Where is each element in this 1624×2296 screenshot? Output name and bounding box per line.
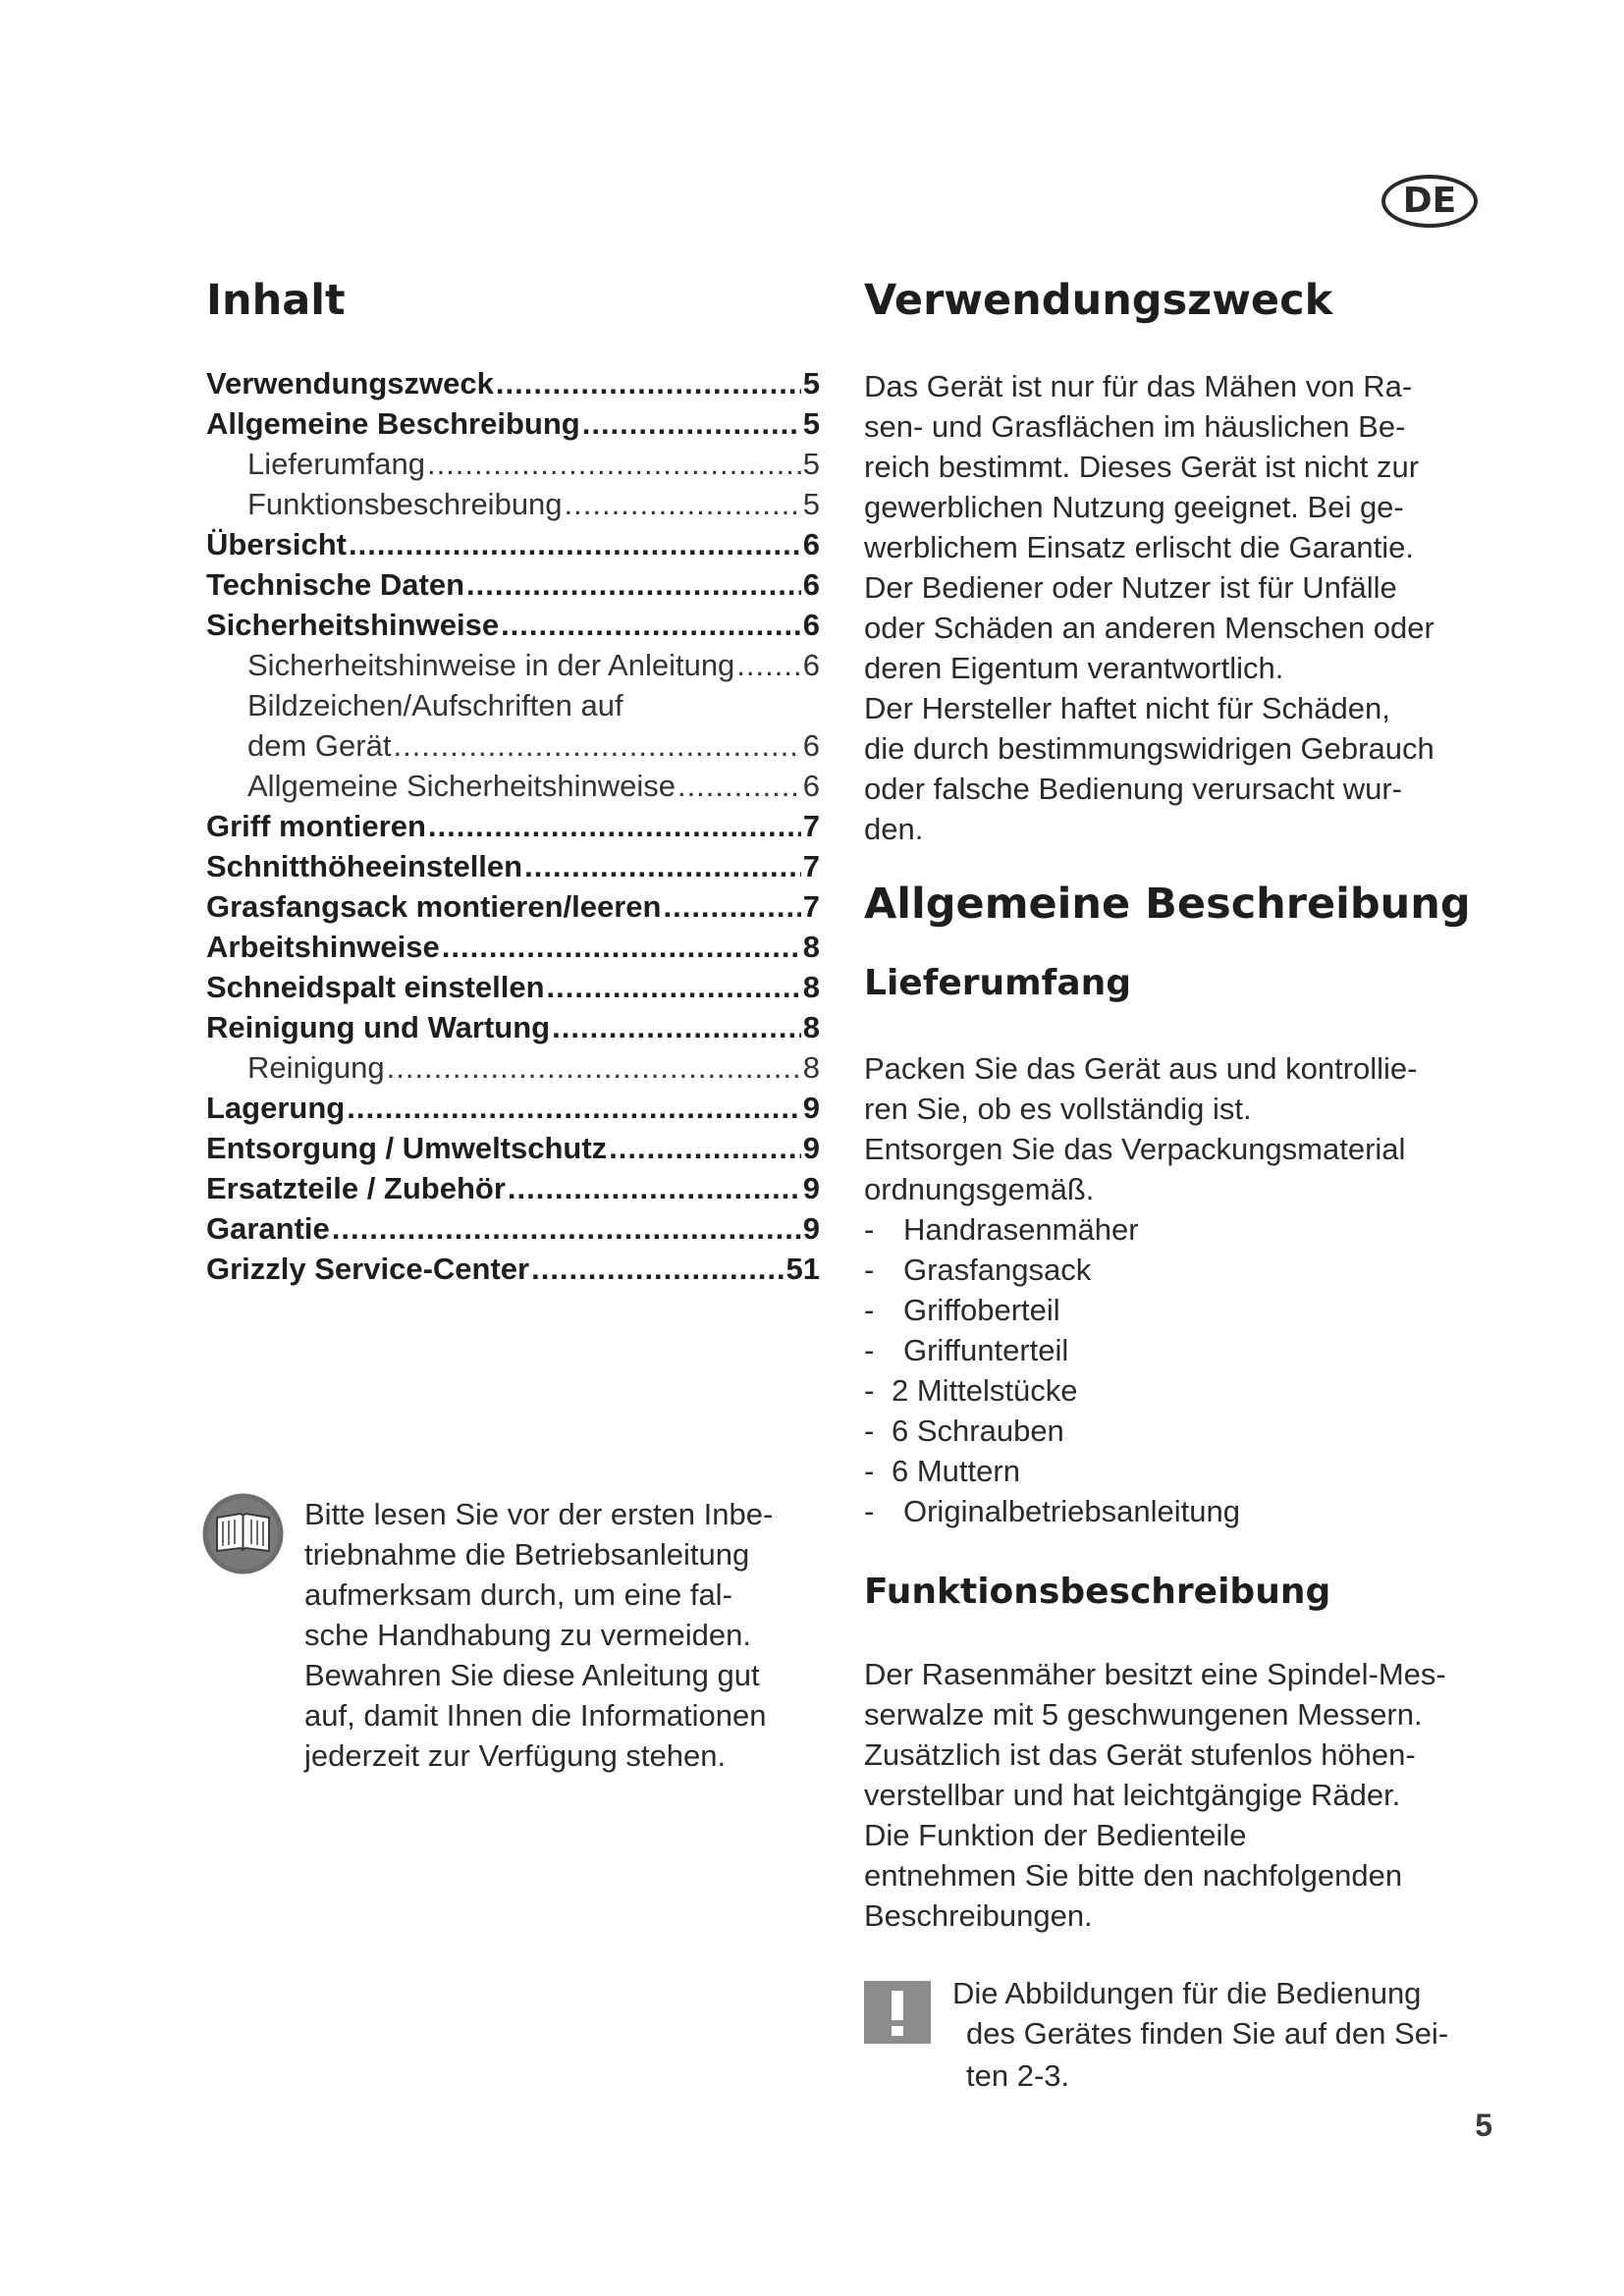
toc-entry-page: 6	[802, 567, 820, 602]
purpose-line: Der Hersteller haftet nicht für Schäden,	[864, 691, 1390, 725]
toc-entry-page: 5	[802, 447, 820, 481]
toc-leader-dots	[387, 1047, 801, 1088]
toc-leader-dots	[508, 1168, 801, 1208]
toc-entry-title: Schnitthöheeinstellen	[206, 849, 523, 883]
list-item: - Griffunterteil	[864, 1330, 1492, 1370]
function-line: serwalze mit 5 geschwungenen Messern.	[864, 1697, 1423, 1732]
toc-leader-dots	[442, 927, 801, 967]
toc-entry	[206, 1168, 820, 1208]
list-item-label: Handrasenmäher	[903, 1212, 1139, 1247]
toc-entry-title: dem Gerät	[247, 728, 392, 763]
delivery-text	[864, 1048, 1492, 1531]
toc-entry-page: 8	[802, 1050, 820, 1085]
function-line: entnehmen Sie bitte den nachfolgenden	[864, 1858, 1403, 1893]
list-item: - Grasfangsack	[864, 1250, 1492, 1290]
info-note-line: Bewahren Sie diese Anleitung gut	[304, 1658, 760, 1692]
toc-entry-title: Übersicht	[206, 527, 347, 561]
function-text	[864, 1654, 1492, 1936]
page-number: 5	[1475, 2108, 1492, 2143]
toc-entry-title: Garantie	[206, 1211, 330, 1246]
toc-leader-dots	[565, 484, 801, 524]
toc-entry	[206, 806, 820, 846]
toc-leader-dots	[677, 766, 801, 806]
toc-entry	[206, 886, 820, 927]
toc-entry	[206, 1208, 820, 1249]
toc-leader-dots	[347, 1088, 801, 1128]
toc-leader-dots	[501, 605, 801, 645]
info-note-line: Bitte lesen Sie vor der ersten Inbe-	[304, 1497, 774, 1531]
function-title: Funktionsbeschreibung	[864, 1572, 1331, 1612]
toc-entry	[206, 484, 820, 524]
delivery-line: ren Sie, ob es vollständig ist.	[864, 1092, 1252, 1126]
purpose-line: oder falsche Bedienung verursacht wur-	[864, 772, 1402, 806]
function-line: Beschreibungen.	[864, 1898, 1093, 1933]
toc-entry	[206, 1128, 820, 1168]
toc-entry-page: 5	[802, 487, 820, 521]
list-item: - 2 Mittelstücke	[864, 1370, 1492, 1411]
toc-leader-dots	[332, 1208, 801, 1249]
toc-entry-title: Lieferumfang	[247, 447, 425, 481]
function-line: Der Rasenmäher besitzt eine Spindel-Mes-	[864, 1657, 1446, 1691]
toc-entry-title: Arbeitshinweise	[206, 930, 440, 964]
toc-entry-page: 8	[802, 1010, 820, 1044]
purpose-line: die durch bestimmungswidrigen Gebrauch	[864, 731, 1435, 766]
warning-line: Die Abbildungen für die Bedienung	[952, 1976, 1422, 2010]
toc-leader-dots	[496, 363, 801, 403]
toc-entry	[206, 605, 820, 645]
toc-title: Inhalt	[206, 276, 346, 325]
toc-leader-dots	[466, 564, 801, 605]
list-item-label: Griffunterteil	[903, 1333, 1069, 1367]
toc-entry-title: Sicherheitshinweise in der Anleitung	[247, 648, 735, 682]
toc-entry	[206, 1047, 820, 1088]
toc-entry-title: Reinigung	[247, 1050, 385, 1085]
toc-entry	[206, 1007, 820, 1047]
list-item: - Griffoberteil	[864, 1290, 1492, 1330]
delivery-line: ordnungsgemäß.	[864, 1172, 1095, 1206]
toc-entry	[206, 766, 820, 806]
purpose-line: gewerblichen Nutzung geeignet. Bei ge-	[864, 490, 1404, 524]
toc-entry	[206, 846, 820, 886]
toc-leader-dots	[393, 725, 800, 766]
toc-entry	[206, 645, 820, 685]
toc-entry-title: Technische Daten	[206, 567, 465, 602]
delivery-line: Entsorgen Sie das Verpackungsmaterial	[864, 1132, 1406, 1166]
toc-entry-title: Allgemeine Beschreibung	[206, 406, 580, 441]
toc-leader-dots	[531, 1249, 784, 1289]
list-item: - 6 Muttern	[864, 1451, 1492, 1491]
list-item-label: Grasfangsack	[903, 1253, 1092, 1287]
toc-entry-page: 6	[802, 648, 820, 682]
toc-entry-title: Ersatzteile / Zubehör	[206, 1171, 506, 1205]
list-item: - 6 Schrauben	[864, 1411, 1492, 1451]
toc-entry-page: 6	[802, 608, 820, 642]
purpose-line: sen- und Grasflächen im häuslichen Be-	[864, 409, 1406, 444]
toc-entry-title: Entsorgung / Umweltschutz	[206, 1131, 608, 1165]
toc-entry-title: Allgemeine Sicherheitshinweise	[247, 769, 676, 803]
toc-entry	[206, 725, 820, 766]
toc-entry	[206, 967, 820, 1007]
toc-entry-page: 7	[802, 809, 820, 843]
toc-entry-page: 7	[802, 849, 820, 883]
toc-entry-title: Grizzly Service-Center	[206, 1252, 530, 1286]
purpose-line: oder Schäden an anderen Menschen oder	[864, 611, 1435, 645]
toc-entry	[206, 685, 820, 725]
toc-entry-title: Bildzeichen/Aufschriften auf	[247, 688, 623, 722]
toc-leader-dots	[349, 524, 801, 564]
toc-entry	[206, 363, 820, 403]
delivery-list	[864, 1209, 1492, 1531]
toc-entry-title: Verwendungszweck	[206, 366, 494, 400]
list-item-label: Originalbetriebsanleitung	[903, 1494, 1240, 1528]
function-line: verstellbar und hat leichtgängige Räder.	[864, 1778, 1401, 1812]
warning-line: ten 2-3.	[966, 2058, 1070, 2093]
toc-entry	[206, 927, 820, 967]
toc-entry-page: 6	[802, 769, 820, 803]
toc-entry-title: Grasfangsack montieren/leeren	[206, 889, 662, 924]
toc-entry	[206, 1249, 820, 1289]
toc-entry-title: Funktionsbeschreibung	[247, 487, 563, 521]
toc-leader-dots	[552, 1007, 801, 1047]
purpose-line: werblichem Einsatz erlischt die Garantie.	[864, 530, 1414, 564]
toc-entry-title: Reinigung und Wartung	[206, 1010, 551, 1044]
warning-line: des Gerätes finden Sie auf den Sei-	[966, 2016, 1449, 2051]
book-icon	[201, 1492, 285, 1575]
function-line: Die Funktion der Bedienteile	[864, 1818, 1247, 1852]
toc-entry-page: 5	[802, 366, 820, 400]
general-description-title: Allgemeine Beschreibung	[864, 880, 1471, 929]
purpose-line: reich bestimmt. Dieses Gerät ist nicht zur	[864, 450, 1420, 484]
toc-entry-page: 5	[802, 406, 820, 441]
toc-entry-page: 9	[802, 1211, 820, 1246]
info-note-line: jederzeit zur Verfügung stehen.	[304, 1738, 727, 1773]
toc-entry	[206, 564, 820, 605]
toc-leader-dots	[609, 1128, 801, 1168]
toc-entry	[206, 444, 820, 484]
toc-entry	[206, 403, 820, 444]
list-item: - Originalbetriebsanleitung	[864, 1491, 1492, 1531]
toc-entry-page: 9	[802, 1131, 820, 1165]
list-item-label: 6 Schrauben	[892, 1414, 1064, 1448]
delivery-line: Packen Sie das Gerät aus und kontrollie-	[864, 1051, 1418, 1086]
toc-entry-title: Griff montieren	[206, 809, 426, 843]
warning-note	[952, 1973, 1502, 2096]
list-item-label: 6 Muttern	[892, 1454, 1020, 1488]
toc-leader-dots	[427, 444, 801, 484]
info-note-line: auf, damit Ihnen die Informationen	[304, 1698, 767, 1733]
table-of-contents	[206, 363, 820, 1289]
toc-leader-dots	[582, 403, 801, 444]
toc-leader-dots	[524, 846, 801, 886]
toc-entry-page: 8	[802, 930, 820, 964]
list-item-label: Griffoberteil	[903, 1293, 1060, 1327]
purpose-line: Der Bediener oder Nutzer ist für Unfälle	[864, 570, 1397, 605]
toc-entry-title: Schneidspalt einstellen	[206, 970, 545, 1004]
toc-leader-dots	[547, 967, 801, 1007]
toc-entry-page: 9	[802, 1091, 820, 1125]
toc-leader-dots	[428, 806, 801, 846]
purpose-text	[864, 366, 1492, 849]
info-note-line: sche Handhabung zu vermeiden.	[304, 1618, 751, 1652]
toc-entry-page: 51	[785, 1252, 820, 1286]
purpose-line: Das Gerät ist nur für das Mähen von Ra-	[864, 369, 1413, 403]
language-badge: DE	[1381, 175, 1478, 228]
toc-entry-page: 6	[802, 728, 820, 763]
purpose-line: den.	[864, 812, 924, 846]
info-note-line: aufmerksam durch, um eine fal-	[304, 1577, 732, 1612]
toc-leader-dots	[736, 645, 800, 685]
info-note-line: triebnahme die Betriebsanleitung	[304, 1537, 750, 1572]
delivery-title: Lieferumfang	[864, 963, 1132, 1003]
list-item: - Handrasenmäher	[864, 1209, 1492, 1250]
toc-entry-page: 7	[802, 889, 820, 924]
toc-entry	[206, 524, 820, 564]
toc-entry-page: 8	[802, 970, 820, 1004]
purpose-title: Verwendungszweck	[864, 276, 1333, 325]
list-item-label: 2 Mittelstücke	[892, 1373, 1078, 1408]
info-note	[304, 1494, 815, 1776]
toc-leader-dots	[663, 886, 800, 927]
function-line: Zusätzlich ist das Gerät stufenlos höhen-	[864, 1737, 1416, 1772]
toc-entry	[206, 1088, 820, 1128]
toc-entry-title: Sicherheitshinweise	[206, 608, 500, 642]
toc-entry-page: 6	[802, 527, 820, 561]
toc-entry-title: Lagerung	[206, 1091, 346, 1125]
purpose-line: deren Eigentum verantwortlich.	[864, 651, 1284, 685]
exclamation-icon	[864, 1981, 931, 2044]
toc-entry-page: 9	[802, 1171, 820, 1205]
